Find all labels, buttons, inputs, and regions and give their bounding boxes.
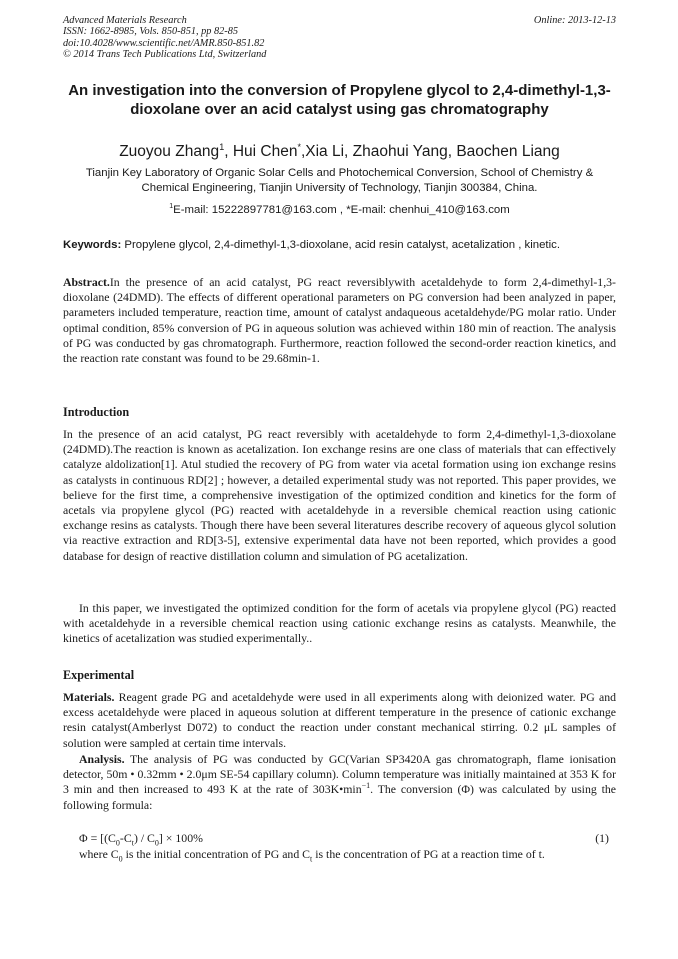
author-1-mark: 1 — [219, 141, 225, 152]
analysis-paragraph — [63, 752, 616, 813]
email-text: E-mail: 15222897781@163.com , *E-mail: chenhui_410@163.com — [173, 204, 510, 216]
formula-part: ) / C — [133, 831, 155, 845]
author-2: , Hui Chen — [224, 143, 298, 160]
keywords-text: Propylene glycol, 2,4-dimethyl-1,3-dioxolane, acid resin catalyst, acetalization , kinetic. — [121, 239, 560, 251]
explanation-part: is the concentration of PG at a reaction time of t. — [312, 847, 545, 861]
abstract — [63, 275, 616, 366]
doi-line: doi:10.4028/www.scientific.net/AMR.850-851.82 — [63, 37, 265, 49]
issn-line: ISSN: 1662-8985, Vols. 850-851, pp 82-85 — [63, 26, 239, 38]
email-mark: 1 — [169, 203, 174, 211]
online-date: Online: 2013-12-13 — [533, 15, 616, 26]
formula-explanation — [63, 847, 616, 862]
affiliation: Tianjin Key Laboratory of Organic Solar Cells and Photochemical Conversion, School of Chemistry & Chemical Engineering, Tianjin University of Technology, Tianjin 300384, China. — [85, 167, 594, 194]
abstract-text: In the presence of an acid catalyst, PG react reversiblywith acetaldehyde to form 2,4-dimethyl-1,3-dioxolane (24DMD). The effects of different operational parameters on PG conversion had been analyzed in paper, parameters included temperature, reaction time, amount of catalyst andaqueous acetaldehyde/PG molar ratio. Under optimal condition, 85% conversion of PG in aqueous solution was achieved within 180 min of reaction. The analysis of PG was conducted by gas chromatograph. Furthermore, reaction followed the second-order reaction kinetics, and the reaction rate constant was found to be 29.68min-1. — [63, 275, 616, 366]
explanation-part: where C — [79, 847, 119, 861]
conversion-formula — [79, 831, 616, 846]
analysis-text: The analysis of PG was conducted by GC(Varian SP3420A gas chromatograph, flame ionisation detector, 50m • 0.32mm • 2.0μm SE-54 capillary column). Column temperature was initially maintained at 353 K for 3 min and then increased to 493 K at the rate of 303K•min — [63, 752, 616, 797]
copyright-line: © 2014 Trans Tech Publications Ltd, Switzerland — [63, 49, 267, 61]
author-list — [63, 142, 616, 162]
materials-label: Materials. — [63, 690, 115, 704]
keywords-label: Keywords: — [63, 239, 122, 251]
analysis-label: Analysis. — [79, 752, 125, 766]
journal-name: Advanced Materials Research — [63, 15, 187, 26]
journal-header — [63, 15, 616, 61]
abstract-label: Abstract. — [63, 275, 110, 289]
author-1: Zuoyou Zhang — [119, 143, 220, 160]
equation-number: (1) — [595, 831, 609, 845]
other-authors: ,Xia Li, Zhaohui Yang, Baochen Liang — [300, 143, 560, 160]
introduction-paragraph-2: In this paper, we investigated the optimized condition for the form of acetals via propylene glycol (PG) reacted with acetaldehyde in a reversible chemical reaction using cationic exchange resins as catalysts. Meanwhile, the kinetics of acetalization was studied experimentally.. — [63, 601, 616, 646]
analysis-text-end: . The conversion (Φ) was calculated by using the following formula: — [63, 782, 617, 812]
formula-part: -C — [119, 831, 132, 845]
formula-subscript: 0 — [154, 838, 159, 848]
experimental-heading: Experimental — [63, 668, 135, 682]
keywords — [63, 238, 616, 253]
explanation-subscript: t — [310, 854, 313, 864]
introduction-paragraph-1: In the presence of an acid catalyst, PG react reversibly with acetaldehyde to form 2,4-dimethyl-1,3-dioxolane (24DMD).The reaction is known as acetalization. Ion exchange resins are one class of materials that can effectively catalyze aldolization[1]. Atul studied the recovery of PG from water via acetal formation using ion exchange resins as catalysts in continuous RD[2] ; however, a detailed experimental study was not reported. This paper provides, we believe for the first time, a comprehensive investigation of the optimized condition and kinetics for the form of acetals via propylene glycol (PG) reacted with acetaldehyde in a reversible chemical reaction using cationic exchange resins as catalysts. Though there have been several literatures describe recovery of aqueous glycol solution via reactive extraction and RD[3-5], extensive experimental data have not been reported, which provides a good database for design of reactive distillation column and simulation of PG acetalization. — [63, 427, 616, 563]
explanation-part: is the initial concentration of PG and C — [122, 847, 311, 861]
formula-subscript: t — [131, 838, 134, 848]
analysis-exponent: −1 — [361, 781, 371, 791]
materials-paragraph — [63, 690, 616, 751]
paper-title: An investigation into the conversion of Propylene glycol to 2,4-dimethyl-1,3-dioxolane over an acid catalyst using gas chromatography — [68, 82, 611, 118]
explanation-subscript: 0 — [118, 854, 123, 864]
author-2-mark: * — [297, 141, 301, 152]
formula-subscript: 0 — [115, 838, 120, 848]
introduction-heading: Introduction — [63, 405, 130, 419]
email-line — [63, 203, 616, 218]
formula-part: ] × 100% — [158, 831, 203, 845]
materials-text: Reagent grade PG and acetaldehyde were used in all experiments along with deionized water. PG and excess acetaldehyde were placed in aqueous solution at different temperature in the presence of cationic exchange resin catalyst(Amberlyst D072) to conduct the reaction under constant mechanical stirring. 0.2 μL samples of solution were sampled at certain time intervals. — [63, 690, 616, 750]
formula-part: Φ = [(C — [79, 831, 116, 845]
